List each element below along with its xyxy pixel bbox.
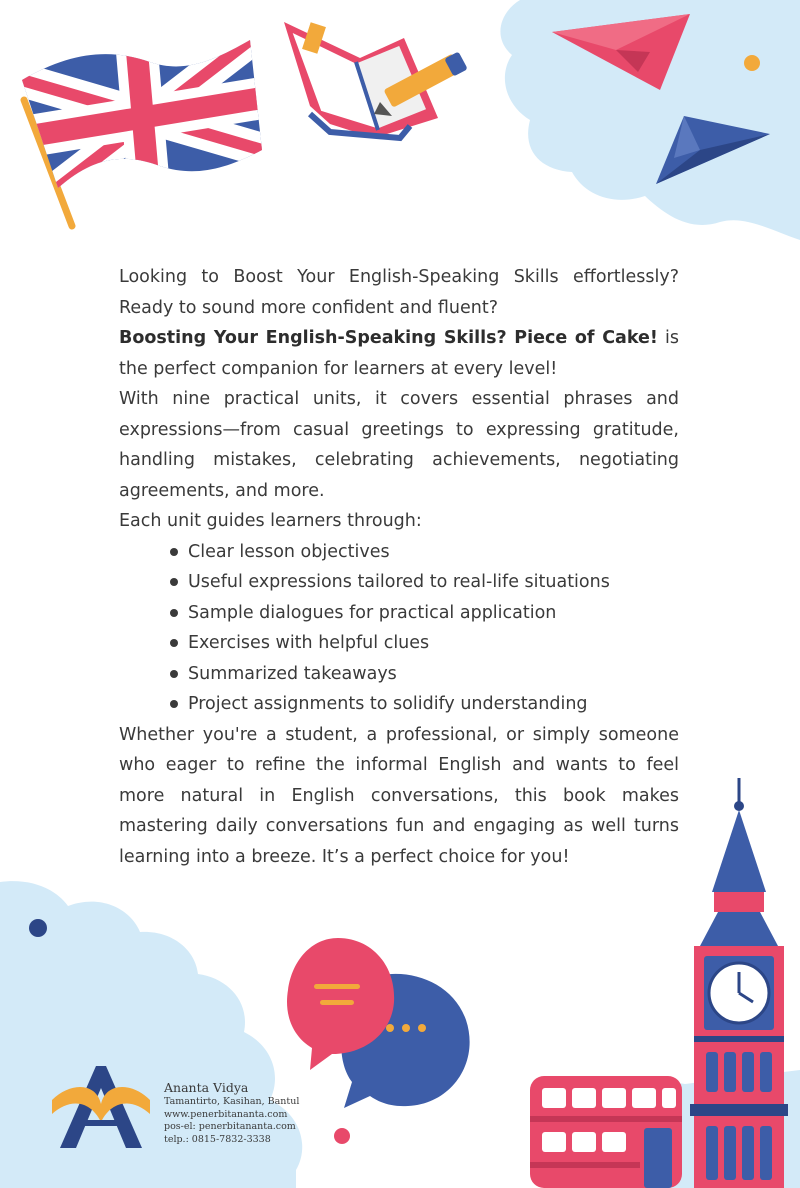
red-dot — [334, 1128, 350, 1144]
list-item: Project assignments to solidify understanding — [166, 689, 679, 720]
list-intro: Each unit guides learners through: — [119, 511, 422, 531]
big-ben-icon — [690, 778, 788, 1188]
publisher-phone: telp.: 0815-7832-3338 — [164, 1133, 271, 1145]
unit-feature-list — [166, 537, 679, 720]
list-item: Sample dialogues for practical application — [166, 598, 679, 629]
book-title: Boosting Your English-Speaking Skills? Piece of Cake! — [119, 328, 658, 348]
book-title-continuation: is the perfect companion for learners at every level! — [119, 328, 680, 379]
publisher-address: Tamantirto, Kasihan, Bantul — [164, 1096, 300, 1107]
list-item: Exercises with helpful clues — [166, 628, 679, 659]
list-item: Clear lesson objectives — [166, 537, 679, 568]
publisher-website: www.penerbitananta.com — [164, 1108, 288, 1120]
publisher-name: Ananta Vidya — [164, 1080, 249, 1095]
closing-paragraph: Whether you're a student, a professional, or simply someone who eager to refine the informal English and wants to feel more natural in English conversations, this book makes mastering daily conversations fun and engaging as well turns learning into a breeze. It’s a perfect choice for you! — [119, 724, 679, 867]
book-title-paragraph — [119, 323, 679, 384]
top-decoration — [0, 0, 800, 260]
uk-flag-icon — [0, 20, 280, 226]
units-paragraph: With nine practical units, it covers essential phrases and expressions—from casual greetings to expressing gratitude, handling mistakes, celebrating achievements, negotiating agreements, and more. — [119, 389, 679, 501]
publisher-email: pos-el: penerbitananta.com — [164, 1121, 296, 1132]
navy-dot — [29, 919, 47, 937]
bottom-decoration — [0, 770, 800, 1188]
double-decker-bus-icon — [530, 1076, 682, 1188]
orange-dot — [744, 55, 760, 71]
publisher-info — [164, 1080, 299, 1146]
list-item: Useful expressions tailored to real-life situations — [166, 567, 679, 598]
intro-paragraph: Looking to Boost Your English-Speaking Skills effortlessly? Ready to sound more confident and fluent? — [119, 267, 679, 318]
list-item: Summarized takeaways — [166, 659, 679, 690]
